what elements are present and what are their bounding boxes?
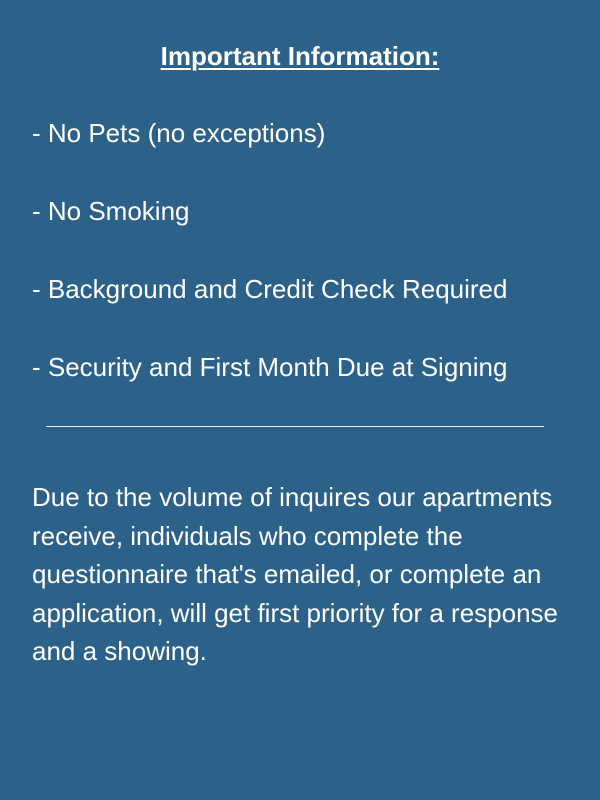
rules-list xyxy=(32,114,582,426)
priority-notice: Due to the volume of inquires our apartments receive, individuals who complete the questionnaire that's emailed, or complete an application, will get first priority for a response and a showing. xyxy=(32,482,559,666)
rule-no-pets: - No Pets (no exceptions) xyxy=(32,118,326,148)
rule-security-first-month: - Security and First Month Due at Signing xyxy=(32,352,508,382)
important-information-heading: Important Information: xyxy=(160,41,440,71)
rule-background-credit-check: - Background and Credit Check Required xyxy=(32,274,508,304)
rule-no-smoking: - No Smoking xyxy=(32,196,190,226)
section-divider xyxy=(46,426,544,427)
